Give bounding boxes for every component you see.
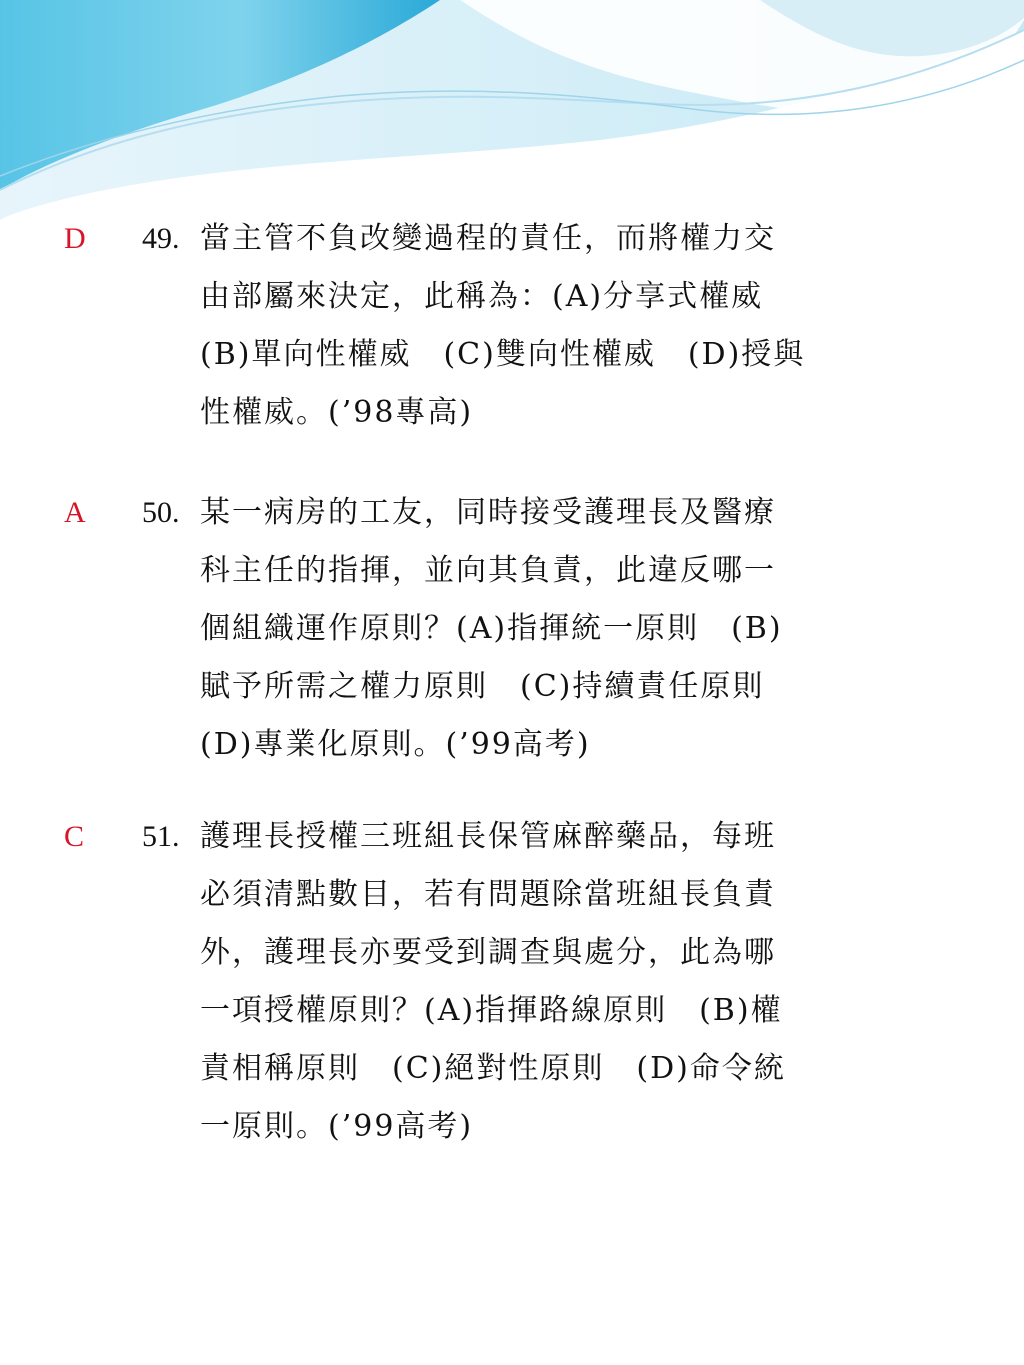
answer-key: D — [64, 222, 86, 255]
answer-key: C — [64, 820, 85, 853]
question-text: 當主管不負改變過程的責任，而將權力交 由部屬來決定，此稱為：(A)分享式權威 (B)單向性權威 (C)雙向性權威 (D)授與 性權威。(’98專高) — [200, 221, 806, 430]
question-number: 49. — [142, 222, 180, 255]
question-text: 某一病房的工友，同時接受護理長及醫療 科主任的指揮，並向其負責，此違反哪一 個組織運作原則？(A)指揮統一原則 (B) 賦予所需之權力原則 (C)持續責任原則 (D)專業化原則。(’99高考) — [200, 495, 783, 762]
question-number: 50. — [142, 496, 180, 529]
answer-key: A — [64, 496, 86, 529]
header-wave-decoration — [0, 0, 1024, 230]
question-number: 51. — [142, 820, 180, 853]
question-text: 護理長授權三班組長保管麻醉藥品，每班 必須清點數目，若有問題除當班組長負責 外，護理長亦要受到調查與處分，此為哪 一項授權原則？(A)指揮路線原則 (B)權 責相稱原則 (C)絕對性原則 (D)命令統 一原則。(’99高考) — [200, 819, 786, 1144]
